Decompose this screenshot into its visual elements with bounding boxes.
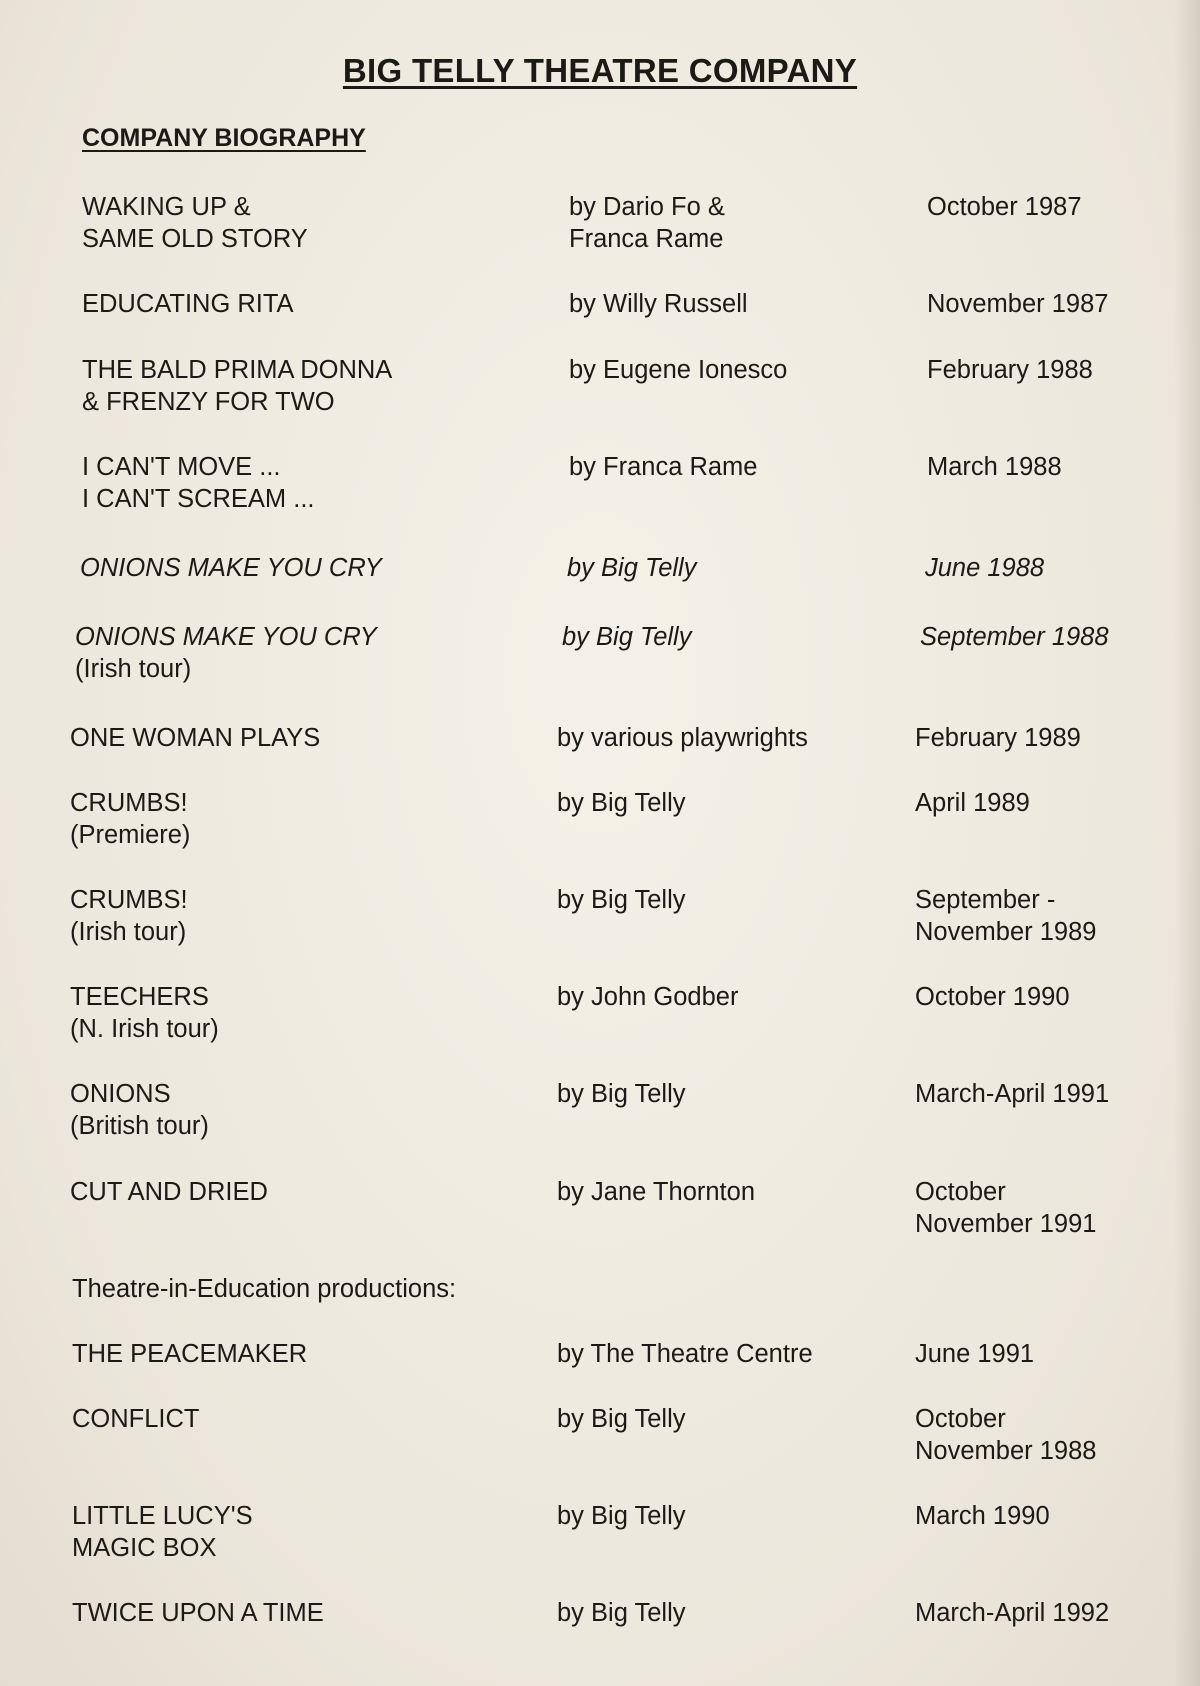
production-date-line: November 1987 bbox=[927, 290, 1109, 318]
production-title bbox=[82, 288, 294, 320]
production-author-line: by Eugene Ionesco bbox=[569, 356, 788, 384]
production-title bbox=[70, 884, 188, 948]
production-author-line: by Big Telly bbox=[557, 1405, 686, 1433]
production-date-line: March 1988 bbox=[927, 453, 1062, 481]
production-date-line: October 1987 bbox=[927, 193, 1082, 221]
production-author bbox=[557, 981, 738, 1013]
production-author bbox=[557, 722, 808, 754]
production-title bbox=[80, 552, 382, 584]
production-date bbox=[920, 621, 1109, 653]
production-date-line: March 1990 bbox=[915, 1502, 1050, 1530]
production-title-line: TWICE UPON A TIME bbox=[72, 1599, 324, 1627]
production-date-line: October 1990 bbox=[915, 983, 1070, 1011]
production-date bbox=[915, 1176, 1096, 1240]
production-author-line: by Dario Fo & bbox=[569, 193, 725, 221]
production-date-line: March-April 1991 bbox=[915, 1080, 1110, 1108]
production-date-line: October bbox=[915, 1178, 1006, 1206]
production-date bbox=[915, 722, 1081, 754]
production-date bbox=[915, 1078, 1109, 1110]
production-author bbox=[557, 1176, 755, 1208]
production-date bbox=[915, 1500, 1050, 1532]
production-author-line: by Franca Rame bbox=[569, 453, 758, 481]
production-date bbox=[915, 787, 1030, 819]
production-title-line: I CAN'T SCREAM ... bbox=[82, 485, 315, 513]
production-date-line: October bbox=[915, 1405, 1006, 1433]
production-date-line: September 1988 bbox=[920, 623, 1109, 651]
production-date-line: November 1989 bbox=[915, 918, 1097, 946]
production-date-line: November 1991 bbox=[915, 1210, 1097, 1238]
section-heading: COMPANY BIOGRAPHY bbox=[82, 124, 366, 152]
production-title-line: (N. Irish tour) bbox=[70, 1015, 219, 1043]
production-title bbox=[82, 191, 308, 255]
production-author bbox=[557, 1597, 686, 1629]
page-edge-shadow bbox=[1174, 0, 1200, 1686]
production-title-line: THE PEACEMAKER bbox=[72, 1340, 308, 1368]
production-title-line: ONE WOMAN PLAYS bbox=[70, 724, 321, 752]
production-title-line: & FRENZY FOR TWO bbox=[82, 388, 335, 416]
production-title-line: ONIONS MAKE YOU CRY bbox=[75, 623, 377, 651]
production-author bbox=[557, 787, 686, 819]
production-title-line: CRUMBS! bbox=[70, 886, 188, 914]
production-title-line: TEECHERS bbox=[70, 983, 209, 1011]
tie-heading: Theatre-in-Education productions: bbox=[72, 1275, 457, 1303]
production-title bbox=[72, 1597, 324, 1629]
production-author bbox=[557, 1338, 813, 1370]
production-date bbox=[927, 354, 1093, 386]
production-title bbox=[70, 722, 320, 754]
production-author bbox=[557, 1500, 686, 1532]
production-title-line: WAKING UP & bbox=[82, 193, 251, 221]
production-title bbox=[72, 1403, 200, 1435]
production-date bbox=[927, 191, 1082, 223]
production-date bbox=[927, 288, 1108, 320]
production-title-line: (Premiere) bbox=[70, 821, 191, 849]
production-title-line: SAME OLD STORY bbox=[82, 225, 308, 253]
production-author bbox=[569, 288, 748, 320]
production-title bbox=[70, 981, 219, 1045]
production-title-line: (British tour) bbox=[70, 1112, 209, 1140]
production-author-line: by Big Telly bbox=[557, 886, 686, 914]
production-author bbox=[569, 451, 758, 483]
production-title bbox=[82, 354, 392, 418]
production-date-line: February 1989 bbox=[915, 724, 1081, 752]
production-date bbox=[915, 1403, 1096, 1467]
production-date-line: November 1988 bbox=[915, 1437, 1097, 1465]
production-title-line: CUT AND DRIED bbox=[70, 1178, 268, 1206]
production-date bbox=[915, 1338, 1034, 1370]
production-title-line: ONIONS MAKE YOU CRY bbox=[80, 554, 382, 582]
production-title-line: THE BALD PRIMA DONNA bbox=[82, 356, 393, 384]
production-author bbox=[557, 1078, 686, 1110]
production-author-line: by various playwrights bbox=[557, 724, 808, 752]
production-date bbox=[915, 1597, 1109, 1629]
production-date-line: April 1989 bbox=[915, 789, 1030, 817]
production-author bbox=[569, 191, 725, 255]
production-author bbox=[569, 354, 787, 386]
production-title-line: EDUCATING RITA bbox=[82, 290, 294, 318]
production-author-line: by The Theatre Centre bbox=[557, 1340, 813, 1368]
production-date bbox=[915, 981, 1070, 1013]
production-title bbox=[70, 787, 190, 851]
production-author bbox=[567, 552, 696, 584]
production-title-line: ONIONS bbox=[70, 1080, 171, 1108]
production-author-line: by Big Telly bbox=[557, 1080, 686, 1108]
production-date-line: February 1988 bbox=[927, 356, 1093, 384]
production-author-line: by Big Telly bbox=[567, 554, 697, 582]
production-title-line: (Irish tour) bbox=[75, 655, 192, 683]
production-author-line: by Jane Thornton bbox=[557, 1178, 755, 1206]
production-author bbox=[557, 884, 686, 916]
production-date-line: June 1991 bbox=[915, 1340, 1035, 1368]
production-title-line: (Irish tour) bbox=[70, 918, 187, 946]
production-author-line: Franca Rame bbox=[569, 225, 724, 253]
production-date bbox=[915, 884, 1096, 948]
production-author bbox=[557, 1403, 686, 1435]
production-title-line: CONFLICT bbox=[72, 1405, 200, 1433]
production-author-line: by Big Telly bbox=[557, 789, 686, 817]
production-date-line: June 1988 bbox=[925, 554, 1045, 582]
production-author-line: by Big Telly bbox=[557, 1599, 686, 1627]
production-title-line: I CAN'T MOVE ... bbox=[82, 453, 281, 481]
production-title-line: MAGIC BOX bbox=[72, 1534, 217, 1562]
production-author-line: by Big Telly bbox=[562, 623, 692, 651]
production-title bbox=[70, 1078, 209, 1142]
production-date bbox=[927, 451, 1062, 483]
production-date-line: September - bbox=[915, 886, 1056, 914]
production-date-line: March-April 1992 bbox=[915, 1599, 1110, 1627]
production-author-line: by John Godber bbox=[557, 983, 739, 1011]
production-title-line: LITTLE LUCY'S bbox=[72, 1502, 253, 1530]
production-title bbox=[70, 1176, 268, 1208]
page-title: BIG TELLY THEATRE COMPANY bbox=[342, 52, 858, 89]
production-author bbox=[562, 621, 691, 653]
production-date bbox=[925, 552, 1044, 584]
production-title bbox=[82, 451, 315, 515]
production-author-line: by Willy Russell bbox=[569, 290, 748, 318]
production-title bbox=[72, 1338, 307, 1370]
production-title bbox=[75, 621, 377, 685]
production-author-line: by Big Telly bbox=[557, 1502, 686, 1530]
production-title bbox=[72, 1500, 253, 1564]
production-title-line: CRUMBS! bbox=[70, 789, 188, 817]
